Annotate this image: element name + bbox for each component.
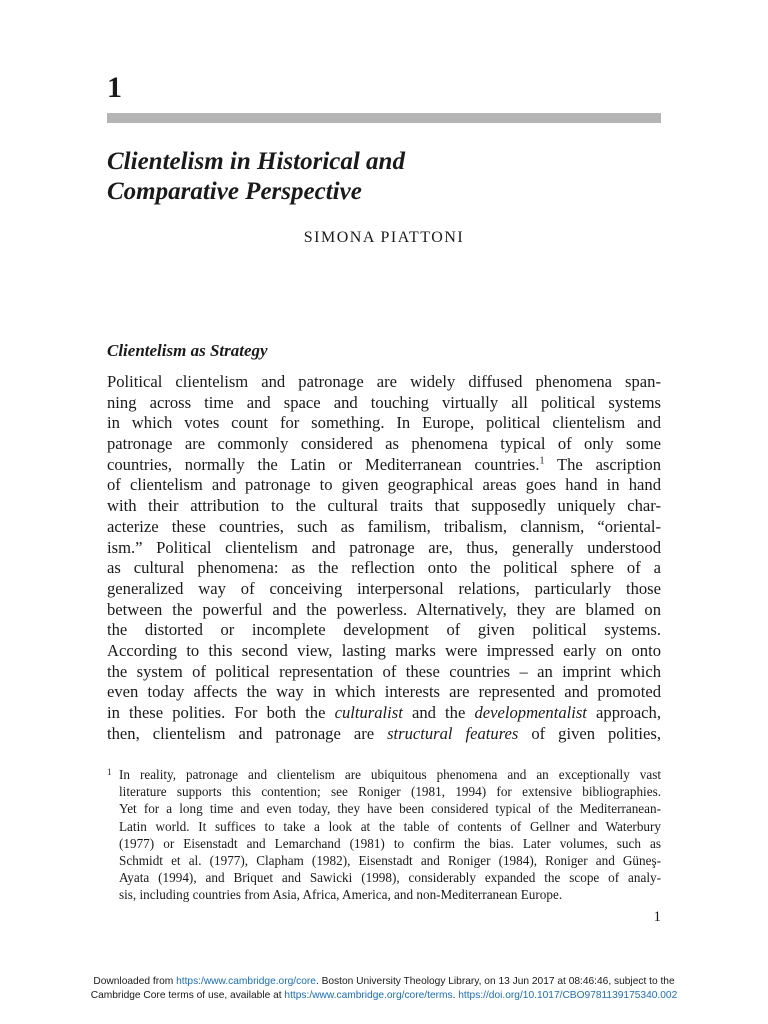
body-line: with their attribution to the cultural traits that supposedly uniquely char- — [107, 496, 661, 516]
notice-text: Cambridge Core terms of use, available at — [90, 990, 285, 1001]
footnote-marker: 1 — [107, 767, 112, 777]
chapter-number: 1 — [107, 71, 122, 104]
footnote-text — [119, 766, 661, 904]
body-line — [107, 703, 661, 724]
body-line-text: in these polities. For both the — [107, 703, 335, 722]
download-notice-line-1 — [0, 975, 768, 989]
chapter-rule — [107, 113, 661, 123]
footnote-line: Latin world. It suffices to take a look at the table of contents of Gellner and Waterbury — [119, 818, 661, 834]
cambridge-core-link[interactable]: https:/www.cambridge.org/core — [176, 976, 316, 987]
body-line — [107, 455, 661, 476]
body-line: patronage are commonly considered as phenomena typical of only some — [107, 434, 661, 454]
emphasis-developmentalist: developmentalist — [474, 703, 587, 722]
footnote-line: (1977) or Eisenstadt and Lemarchand (1981) to confirm the bias. Later volumes, such as — [119, 835, 661, 851]
download-notice-line-2 — [0, 989, 768, 1003]
emphasis-structural-features: structural features — [387, 723, 519, 743]
terms-link[interactable]: https:/www.cambridge.org/core/terms — [284, 990, 453, 1001]
author-name: SIMONA PIATTONI — [303, 229, 465, 246]
body-text — [107, 372, 661, 744]
notice-text: . Boston University Theology Library, on 13 Jun 2017 at 08:46:46, subject to the — [315, 976, 675, 987]
body-line-text: approach, — [586, 703, 661, 722]
body-line — [107, 724, 661, 745]
body-line: ning across time and space and touching virtually all political systems — [107, 392, 661, 412]
chapter-title — [107, 147, 661, 207]
body-line: between the powerful and the powerless. Alternatively, they are blamed on — [107, 599, 661, 619]
footnote-line: Schmidt et al. (1977), Clapham (1982), Eisenstadt and Roniger (1984), Roniger and Güneş- — [119, 852, 661, 868]
footnote-line: Yet for a long time and even today, they have been considered typical of the Mediterranean- — [119, 801, 661, 817]
body-line: of clientelism and patronage to given geographical areas goes hand in hand — [107, 475, 661, 495]
body-line: ism.” Political clientelism and patronage are, thus, generally understood — [107, 537, 661, 557]
body-line-text: The ascription — [544, 454, 661, 474]
body-line-text: countries, normally the Latin or Mediterranean countries. — [107, 454, 540, 474]
footnote-line: In reality, patronage and clientelism are ubiquitous phenomena and an exceptionally vast — [119, 767, 661, 782]
body-line: Political clientelism and patronage are widely diffused phenomena span- — [107, 372, 661, 391]
emphasis-culturalist: culturalist — [334, 703, 403, 722]
body-line: the system of political representation of these countries – an imprint which — [107, 661, 661, 681]
body-line: as cultural phenomena: as the reflection onto the political sphere of a — [107, 558, 661, 578]
body-line: According to this second view, lasting marks were impressed early on onto — [107, 640, 661, 660]
notice-text: Downloaded from — [93, 976, 177, 987]
body-line: in which votes count for something. In Europe, political clientelism and — [107, 413, 661, 433]
body-line: acterize these countries, such as familism, tribalism, clannism, “oriental- — [107, 516, 661, 536]
page-number: 1 — [653, 909, 661, 925]
notice-text: . — [452, 990, 459, 1001]
body-line: the distorted or incomplete development of given political systems. — [107, 620, 661, 640]
footnote-line: Ayata (1994), and Briquet and Sawicki (1998), considerably expanded the scope of analy- — [119, 870, 661, 886]
body-line: generalized way of conceiving interpersonal relations, particularly those — [107, 578, 661, 598]
body-line-text: then, clientelism and patronage are — [107, 723, 388, 743]
doi-link[interactable]: https://doi.org/10.1017/CBO9781139175340.002 — [458, 990, 678, 1001]
footnote-line: sis, including countries from Asia, Africa, America, and non-Mediterranean Europe. — [119, 887, 563, 903]
body-line-text: and the — [402, 703, 475, 722]
section-heading: Clientelism as Strategy — [107, 341, 268, 360]
footnote-line: literature supports this contention; see Roniger (1981, 1994) for extensive bibliographies. — [119, 784, 661, 800]
download-notice — [0, 975, 768, 1003]
chapter-title-line-2: Comparative Perspective — [107, 178, 362, 205]
chapter-title-line-1: Clientelism in Historical and — [107, 148, 405, 175]
footnote-reference[interactable]: 1 — [539, 455, 545, 467]
body-line: even today affects the way in which interests are represented and promoted — [107, 682, 661, 702]
body-line-text: of given polities, — [518, 723, 661, 743]
